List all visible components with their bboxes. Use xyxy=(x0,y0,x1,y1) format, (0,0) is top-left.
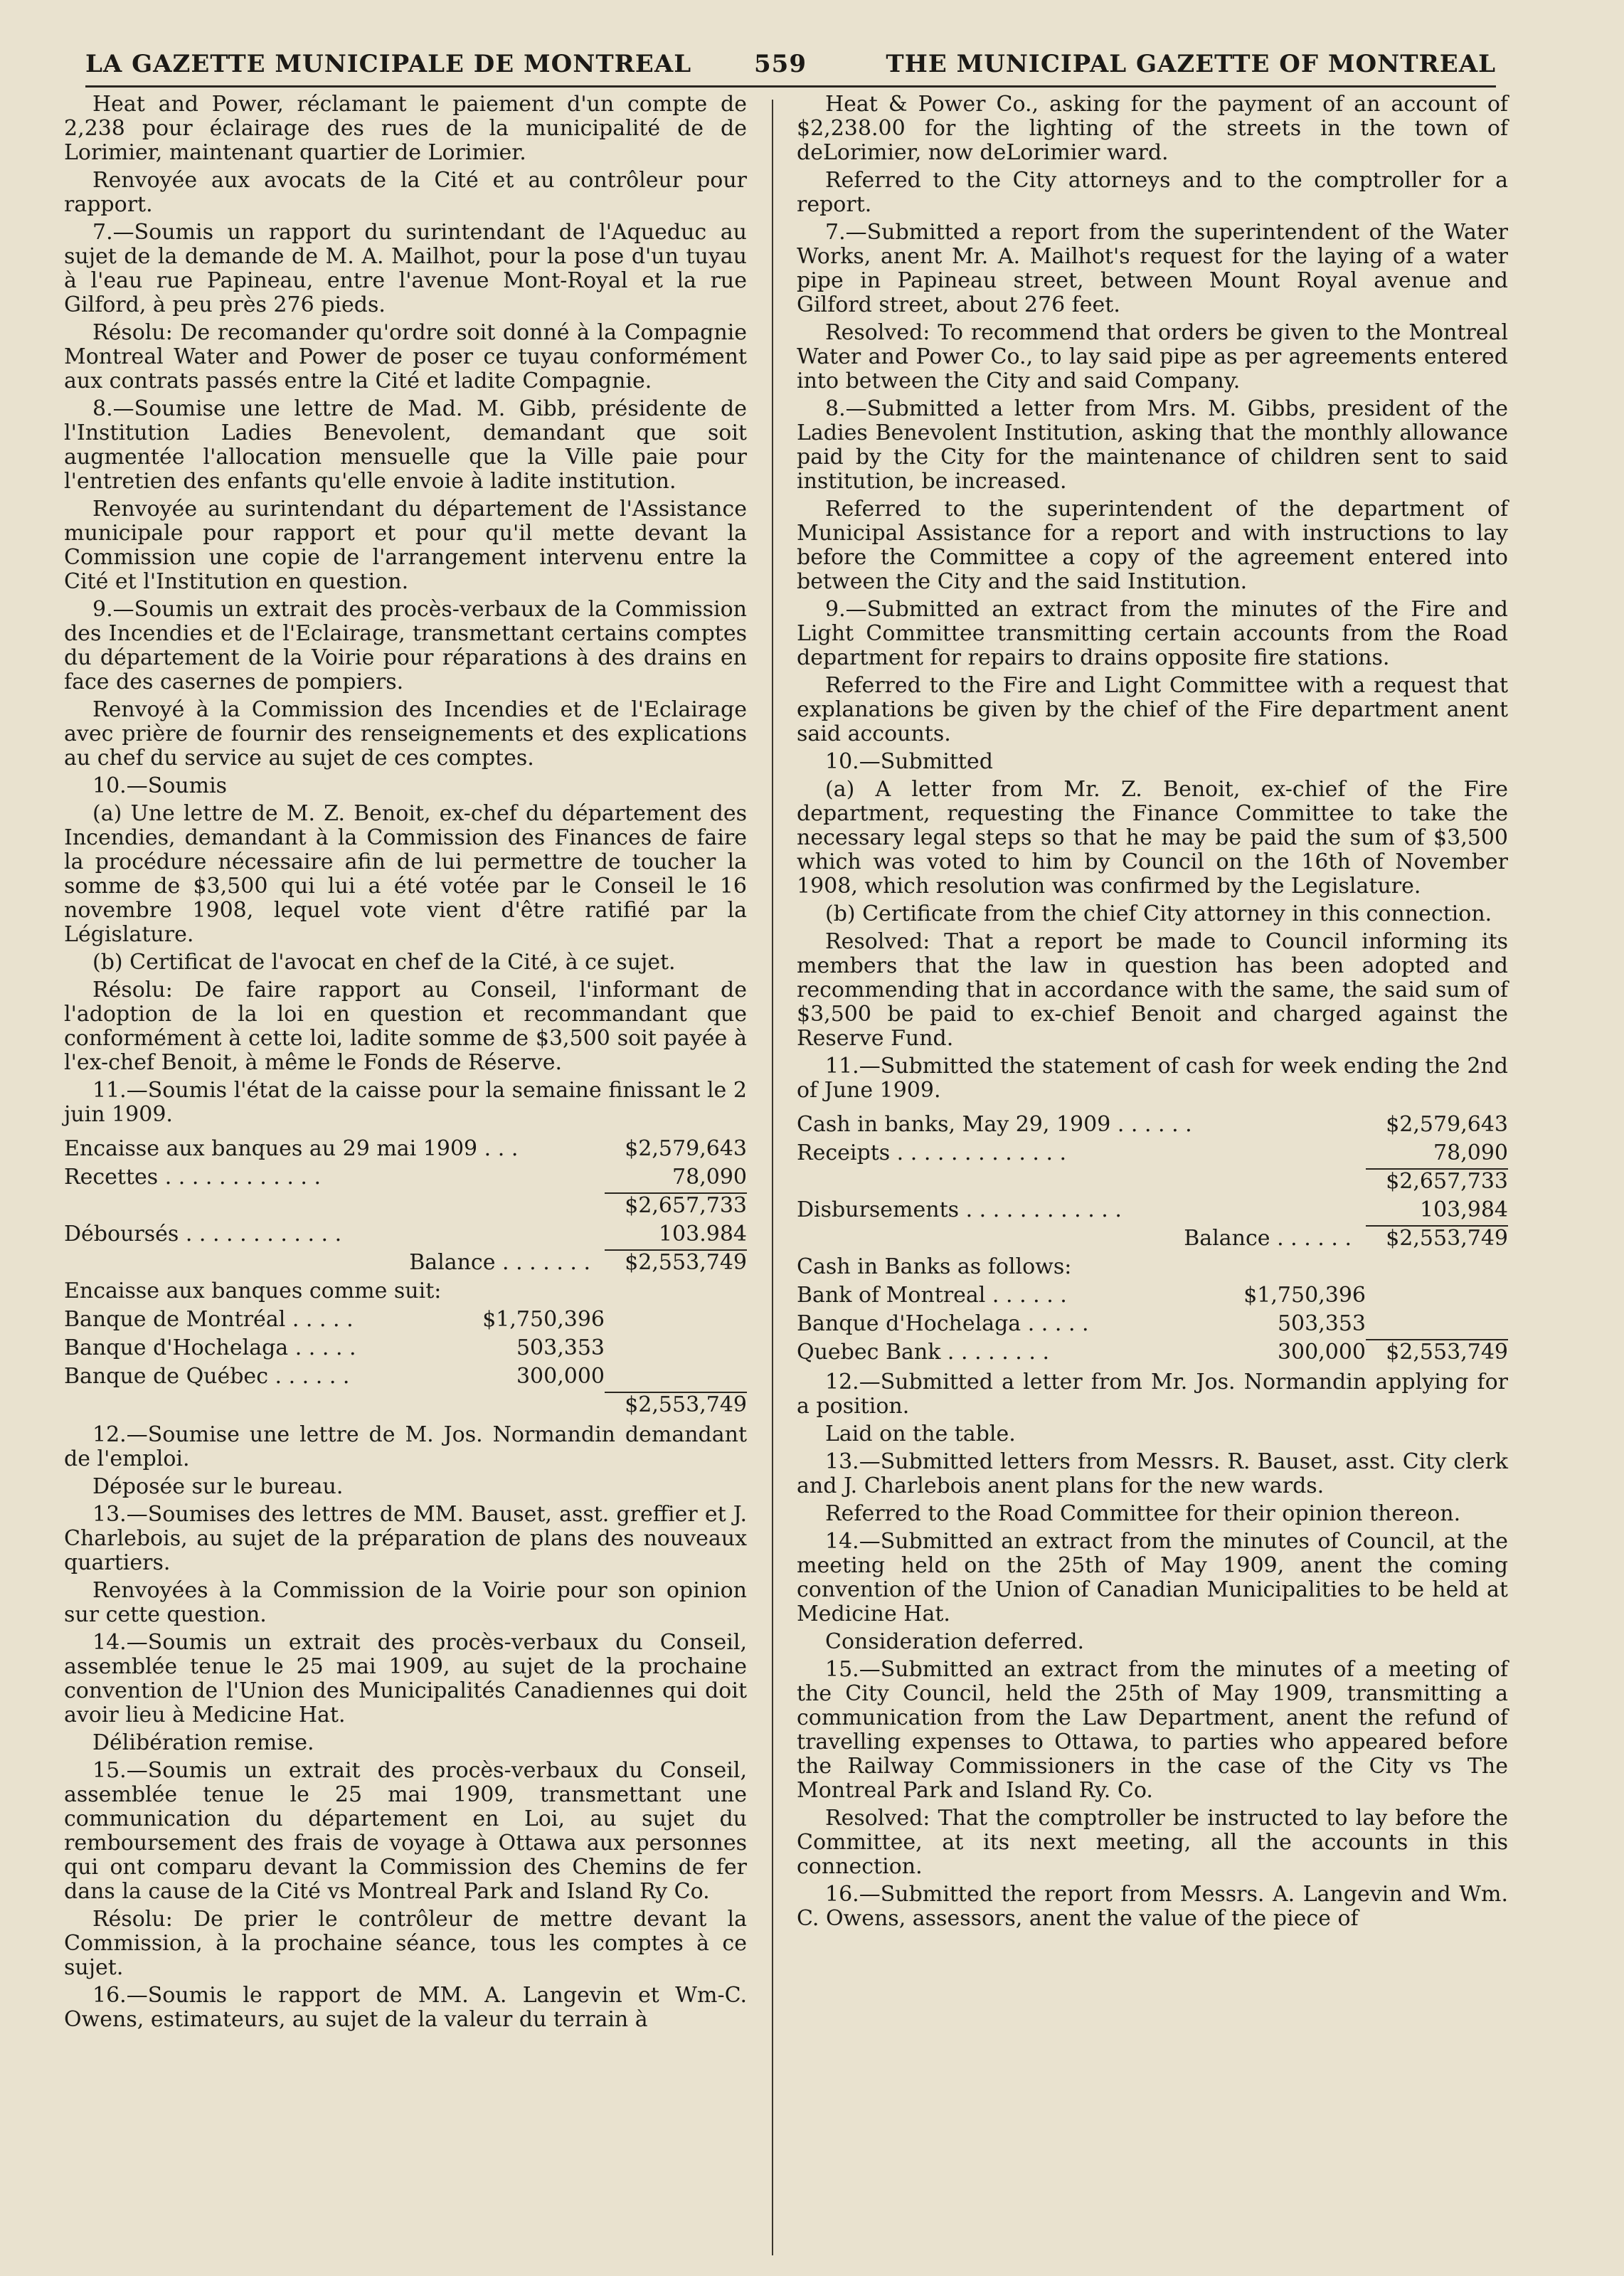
fin-row xyxy=(64,1360,747,1389)
column-divider xyxy=(772,100,773,2255)
paragraph: Referred to the Road Committee for their opinion thereon. xyxy=(825,1501,1461,1526)
paragraph: 7.—Submitted a report from the superintendent of the Water Works, anent Mr. A. Mailhot's request for the laying of a water pipe in Papineau street, between Mount Royal avenue and Gilford street, about 276 feet. xyxy=(797,220,1508,317)
paragraph: Heat & Power Co., asking for the payment of an account of $2,238.00 for the lighting of the streets in the town of deLorimier, now deLorimier ward. xyxy=(797,92,1508,165)
paragraph: 14.—Soumis un extrait des procès-verbaux du Conseil, assemblée tenue le 25 mai 1909, au sujet de la prochaine convention de l'Union des Municipalités Canadiennes qui doit avoir lieu à Medicine Hat. xyxy=(64,1630,747,1727)
fin-label: Déboursés . . . . . . . . . . . . xyxy=(64,1222,342,1246)
fin-row xyxy=(797,1108,1508,1137)
paragraph: 10.—Submitted xyxy=(825,749,993,774)
paragraph: (b) Certificat de l'avocat en chef de la Cité, à ce sujet. xyxy=(92,950,676,975)
fin-value: 300,000 xyxy=(516,1364,605,1389)
paragraph: 9.—Soumis un extrait des procès-verbaux de la Commission des Incendies et de l'Eclairage, transmettant certains comptes du département de la Voirie pour réparations à des drains en face des casernes de pompiers. xyxy=(64,597,747,694)
fin-label: Banque d'Hochelaga . . . . . xyxy=(797,1311,1089,1336)
paragraph: 11.—Submitted the statement of cash for week ending the 2nd of June 1909. xyxy=(797,1054,1508,1103)
paragraph: Referred to the City attorneys and to the comptroller for a report. xyxy=(797,168,1508,217)
paragraph: Heat and Power, réclamant le paiement d'un compte de 2,238 pour éclairage des rues de la municipalité de de Lorimier, maintenant quartier de Lorimier. xyxy=(64,92,747,165)
fin-row xyxy=(797,1279,1508,1308)
paragraph: Déposée sur le bureau. xyxy=(92,1474,344,1499)
paragraph: Referred to the superintendent of the department of Municipal Assistance for a report and with instructions to lay before the Committee a copy of the agreement entered into between the City and the said Institution. xyxy=(797,497,1508,594)
fin-label: Balance . . . . . . xyxy=(1184,1226,1352,1251)
fin-total: $2,553,749 xyxy=(1366,1339,1508,1365)
paragraph: Délibération remise. xyxy=(92,1730,314,1755)
fin-sum: $2,657,733 xyxy=(605,1192,747,1218)
fin-row xyxy=(797,1194,1508,1222)
paragraph: Résolu: De recomander qu'ordre soit donné à la Compagnie Montreal Water and Power de poser ce tuyau conformément aux contrats passés entre la Cité et ladite Compagnie. xyxy=(64,320,747,393)
paragraph: Resolved: That a report be made to Council informing its members that the law in question has been adopted and recommending that in accordance with the same, the said sum of $3,500 be paid to ex-chief Benoit and charged against the Reserve Fund. xyxy=(797,929,1508,1051)
fin-row xyxy=(64,1303,747,1332)
paragraph: Résolu: De prier le contrôleur de mettre devant la Commission, à la prochaine séance, tous les comptes à ce sujet. xyxy=(64,1907,747,1980)
paragraph: (a) Une lettre de M. Z. Benoit, ex-chef du département des Incendies, demandant à la Commission des Finances de faire la procédure nécessaire afin de lui permettre de toucher la somme de $3,500 qui lui a été votée par le Conseil le 16 novembre 1908, lequel vote vient d'être ratifié par la Législature. xyxy=(64,801,747,947)
fin-value: 300,000 xyxy=(1277,1340,1366,1365)
fin-value: 503,353 xyxy=(1277,1311,1366,1336)
paragraph: 7.—Soumis un rapport du surintendant de l'Aqueduc au sujet de la demande de M. A. Mailhot, pour la pose d'un tuyau à l'eau rue Papineau, entre l'avenue Mont-Royal et la rue Gilford, à peu près 276 pieds. xyxy=(64,220,747,317)
fin-label: Disbursements . . . . . . . . . . . . xyxy=(797,1197,1122,1222)
paragraph: 13.—Soumises des lettres de MM. Bauset, asst. greffier et J. Charlebois, au sujet de la préparation de plans des nouveaux quartiers. xyxy=(64,1502,747,1575)
fin-label: Cash in banks, May 29, 1909 . . . . . . xyxy=(797,1112,1192,1137)
paragraph: 9.—Submitted an extract from the minutes of the Fire and Light Committee transmitting certain accounts from the Road department for repairs to drains opposite fire stations. xyxy=(797,597,1508,670)
paragraph: 15.—Submitted an extract from the minutes of a meeting of the City Council, held the 25th of May 1909, transmitting a communication from the Law Department, anent the refund of travelling expenses to Ottawa, to parties who appeared before the Railway Commissioners in the case of the City vs The Montreal Park and Island Ry. Co. xyxy=(797,1657,1508,1803)
fin-row xyxy=(797,1222,1508,1251)
fin-label: Balance . . . . . . . xyxy=(409,1250,590,1275)
fin-value: 78,090 xyxy=(1433,1140,1508,1165)
paragraph: 11.—Soumis l'état de la caisse pour la semaine finissant le 2 juin 1909. xyxy=(64,1078,747,1127)
fin-value: 103,984 xyxy=(1419,1197,1508,1222)
fin-value: $1,750,396 xyxy=(482,1307,605,1332)
paragraph: Renvoyées à la Commission de la Voirie pour son opinion sur cette question. xyxy=(64,1578,747,1627)
fin-value: $2,579,643 xyxy=(625,1136,747,1161)
fin-label: Quebec Bank . . . . . . . . xyxy=(797,1340,1049,1365)
paragraph: 8.—Soumise une lettre de Mad. M. Gibb, présidente de l'Institution Ladies Benevolent, demandant que soit augmentée l'allocation mensuelle que la Ville paie pour l'entretien des enfants qu'elle envoie à ladite institution. xyxy=(64,396,747,494)
fin-row xyxy=(64,1190,747,1218)
paragraph: 12.—Submitted a letter from Mr. Jos. Normandin applying for a position. xyxy=(797,1370,1508,1419)
french-column xyxy=(64,92,747,2248)
fin-total: $2,553,749 xyxy=(605,1392,747,1417)
fin-row xyxy=(797,1336,1508,1365)
paragraph: Renvoyé à la Commission des Incendies et de l'Eclairage avec prière de fournir des renseignements et des explications au chef du service au sujet de ces comptes. xyxy=(64,697,747,771)
fin-row xyxy=(797,1308,1508,1336)
fin-value: 78,090 xyxy=(672,1165,747,1190)
paragraph: 15.—Soumis un extrait des procès-verbaux du Conseil, assemblée tenue le 25 mai 1909, transmettant une communication du département en Loi, au sujet du remboursement des frais de voyage à Ottawa aux personnes qui ont comparu devant la Commission des Chemins de fer dans la cause de la Cité vs Montreal Park and Island Ry Co. xyxy=(64,1758,747,1904)
paragraph: Resolved: That the comptroller be instructed to lay before the Committee, at its next meeting, all the accounts in this connection. xyxy=(797,1806,1508,1879)
fin-row xyxy=(64,1332,747,1360)
fin-balance: $2,553,749 xyxy=(605,1249,747,1275)
fin-value: $1,750,396 xyxy=(1243,1283,1366,1308)
paragraph: 16.—Submitted the report from Messrs. A. Langevin and Wm. C. Owens, assessors, anent the value of the piece of xyxy=(797,1882,1508,1931)
fin-label: Encaisse aux banques comme suit: xyxy=(64,1279,442,1303)
paragraph: Consideration deferred. xyxy=(825,1629,1085,1654)
page-number: 559 xyxy=(754,50,807,78)
paragraph: 8.—Submitted a letter from Mrs. M. Gibbs, president of the Ladies Benevolent Institution, asking that the monthly allowance paid by the City for the maintenance of children sent to said institution, be increased. xyxy=(797,396,1508,494)
fin-balance: $2,553,749 xyxy=(1366,1225,1508,1251)
paragraph: Laid on the table. xyxy=(825,1422,1016,1446)
paragraph: (a) A letter from Mr. Z. Benoit, ex-chief of the Fire department, requesting the Finance Committee to take the necessary legal steps so that he may be paid the sum of $3,500 which was voted to him by Council on the 16th of November 1908, which resolution was confirmed by the Legislature. xyxy=(797,777,1508,899)
paragraph: Renvoyée au surintendant du département de l'Assistance municipale pour rapport et pour qu'il mette devant la Commission une copie de l'arrangement intervenu entre la Cité et l'Institution en question. xyxy=(64,497,747,594)
fin-value: $2,579,643 xyxy=(1386,1112,1508,1137)
fin-row xyxy=(64,1218,747,1246)
paragraph: 16.—Soumis le rapport de MM. A. Langevin et Wm-C. Owens, estimateurs, au sujet de la valeur du terrain à xyxy=(64,1983,747,2032)
paragraph: 13.—Submitted letters from Messrs. R. Bauset, asst. City clerk and J. Charlebois anent plans for the new wards. xyxy=(797,1449,1508,1498)
fin-row xyxy=(64,1246,747,1275)
fin-label: Recettes . . . . . . . . . . . . xyxy=(64,1165,322,1190)
fin-label: Receipts . . . . . . . . . . . . . xyxy=(797,1140,1067,1165)
fin-label: Banque de Québec . . . . . . xyxy=(64,1364,350,1389)
paragraph: Resolved: To recommend that orders be given to the Montreal Water and Power Co., to lay said pipe as per agreements entered into between the City and said Company. xyxy=(797,320,1508,393)
fin-sum: $2,657,733 xyxy=(1366,1168,1508,1194)
paragraph: Résolu: De faire rapport au Conseil, l'informant de l'adoption de la loi en question et recommandant que conformément à cette loi, ladite somme de $3,500 soit payée à l'ex-chef Benoit, à même le Fonds de Réserve. xyxy=(64,978,747,1075)
fin-label: Banque de Montréal . . . . . xyxy=(64,1307,354,1332)
paragraph: 12.—Soumise une lettre de M. Jos. Normandin demandant de l'emploi. xyxy=(64,1422,747,1471)
english-column xyxy=(797,92,1508,2248)
header-title-en: THE MUNICIPAL GAZETTE OF MONTREAL xyxy=(886,50,1496,78)
cash-statement-fr xyxy=(64,1133,747,1417)
fin-label: Cash in Banks as follows: xyxy=(797,1254,1072,1279)
header-title-fr: LA GAZETTE MUNICIPALE DE MONTREAL xyxy=(85,50,692,78)
paragraph: (b) Certificate from the chief City attorney in this connection. xyxy=(825,901,1492,926)
fin-row xyxy=(797,1137,1508,1165)
page-header xyxy=(85,28,1496,88)
fin-row xyxy=(64,1133,747,1161)
fin-label: Banque d'Hochelaga . . . . . xyxy=(64,1335,356,1360)
paragraph: 10.—Soumis xyxy=(92,773,228,798)
paragraph: Renvoyée aux avocats de la Cité et au contrôleur pour rapport. xyxy=(64,168,747,217)
fin-row xyxy=(64,1389,747,1417)
fin-row xyxy=(797,1165,1508,1194)
fin-row xyxy=(797,1251,1508,1279)
fin-value: 503,353 xyxy=(516,1335,605,1360)
fin-row xyxy=(64,1161,747,1190)
paragraph: 14.—Submitted an extract from the minutes of Council, at the meeting held on the 25th of May 1909, anent the coming convention of the Union of Canadian Municipalities to be held at Medicine Hat. xyxy=(797,1529,1508,1626)
cash-statement-en xyxy=(797,1108,1508,1365)
paragraph: Referred to the Fire and Light Committee with a request that explanations be given by the chief of the Fire department anent said accounts. xyxy=(797,673,1508,746)
fin-row xyxy=(64,1275,747,1303)
fin-label: Bank of Montreal . . . . . . xyxy=(797,1283,1067,1308)
fin-value: 103.984 xyxy=(658,1222,747,1246)
fin-label: Encaisse aux banques au 29 mai 1909 . . . xyxy=(64,1136,519,1161)
